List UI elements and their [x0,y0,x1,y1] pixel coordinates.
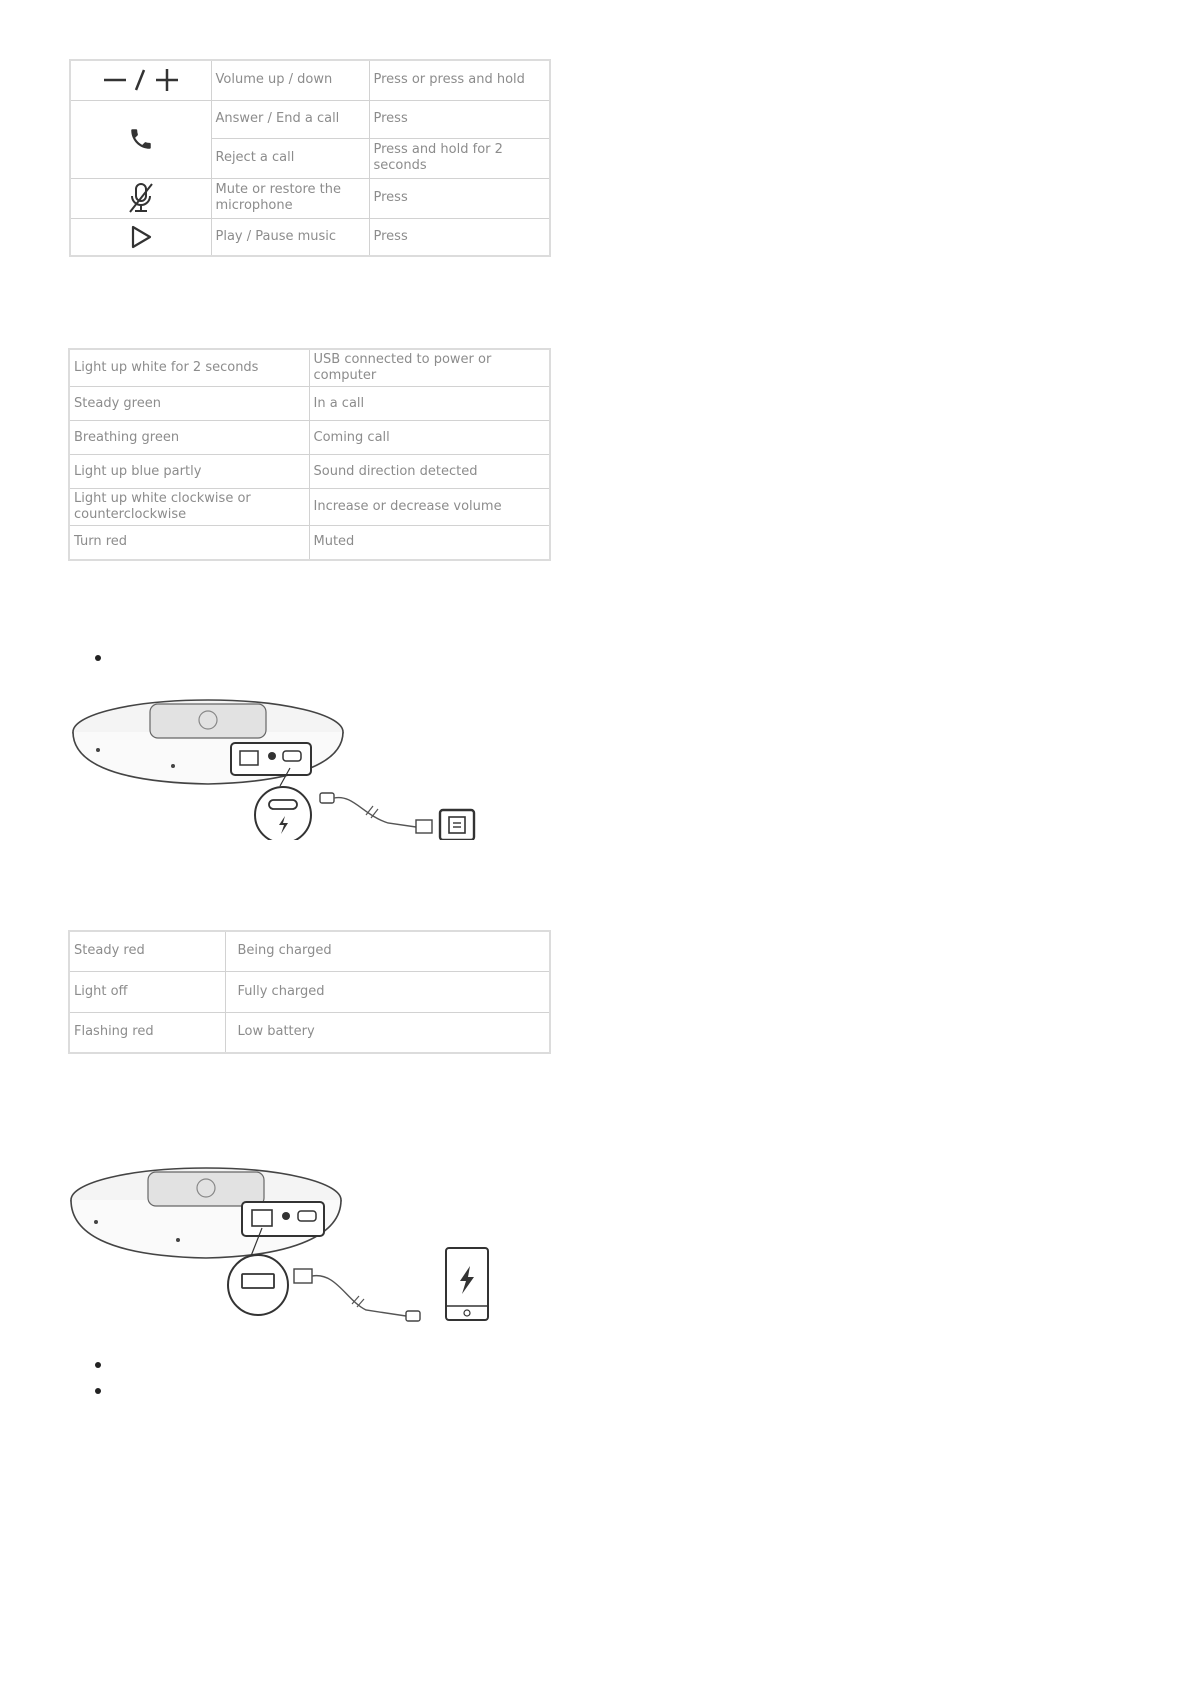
light-cell: Light up blue partly [69,455,309,489]
function-cell: Reject a call [211,138,369,178]
phone-charging-icon [446,1248,488,1320]
speakerphone-icon [73,700,343,784]
status-cell: Sound direction detected [309,455,550,489]
light-cell: Steady red [69,931,225,971]
phone-icon [70,100,211,178]
status-cell: USB connected to power or computer [309,349,550,387]
status-cell: In a call [309,387,550,421]
operation-cell: Press [369,178,550,218]
light-cell: Light up white clockwise or counterclockwise [69,489,309,526]
charging-illustration [68,690,498,840]
status-cell: Increase or decrease volume [309,489,550,526]
operation-cell: Press [369,218,550,256]
status-cell: Fully charged [225,971,550,1012]
list-bullet [95,1362,101,1368]
controls-table [69,59,551,257]
table-row [69,489,550,526]
function-cell: Answer / End a call [211,100,369,138]
charging-status-table [68,930,551,1054]
status-cell: Low battery [225,1012,550,1053]
table-row [70,60,550,100]
usb-cable-icon [320,793,432,833]
usb-cable-icon [294,1269,420,1321]
light-cell: Breathing green [69,421,309,455]
volume-minus-plus-icon [70,60,211,100]
operation-cell: Press and hold for 2 seconds [369,138,550,178]
play-icon [70,218,211,256]
microphone-mute-icon [70,178,211,218]
table-row [69,971,550,1012]
status-cell: Coming call [309,421,550,455]
light-cell: Light up white for 2 seconds [69,349,309,387]
led-status-table [68,348,551,561]
light-cell: Turn red [69,526,309,560]
table-row [70,100,550,138]
operation-cell: Press [369,100,550,138]
function-cell: Play / Pause music [211,218,369,256]
power-bank-illustration [66,1160,506,1340]
table-row [69,421,550,455]
function-cell: Mute or restore the microphone [211,178,369,218]
table-row [69,1012,550,1053]
table-row [69,387,550,421]
table-row [69,455,550,489]
list-bullet [95,1388,101,1394]
function-cell: Volume up / down [211,60,369,100]
table-row [69,931,550,971]
light-cell: Flashing red [69,1012,225,1053]
light-cell: Light off [69,971,225,1012]
speakerphone-icon [71,1168,341,1258]
table-row [70,218,550,256]
status-cell: Being charged [225,931,550,971]
light-cell: Steady green [69,387,309,421]
status-cell: Muted [309,526,550,560]
table-row [69,349,550,387]
list-bullet [95,655,101,661]
wall-adapter-icon [440,810,474,840]
table-row [70,178,550,218]
operation-cell: Press or press and hold [369,60,550,100]
table-row [69,526,550,560]
